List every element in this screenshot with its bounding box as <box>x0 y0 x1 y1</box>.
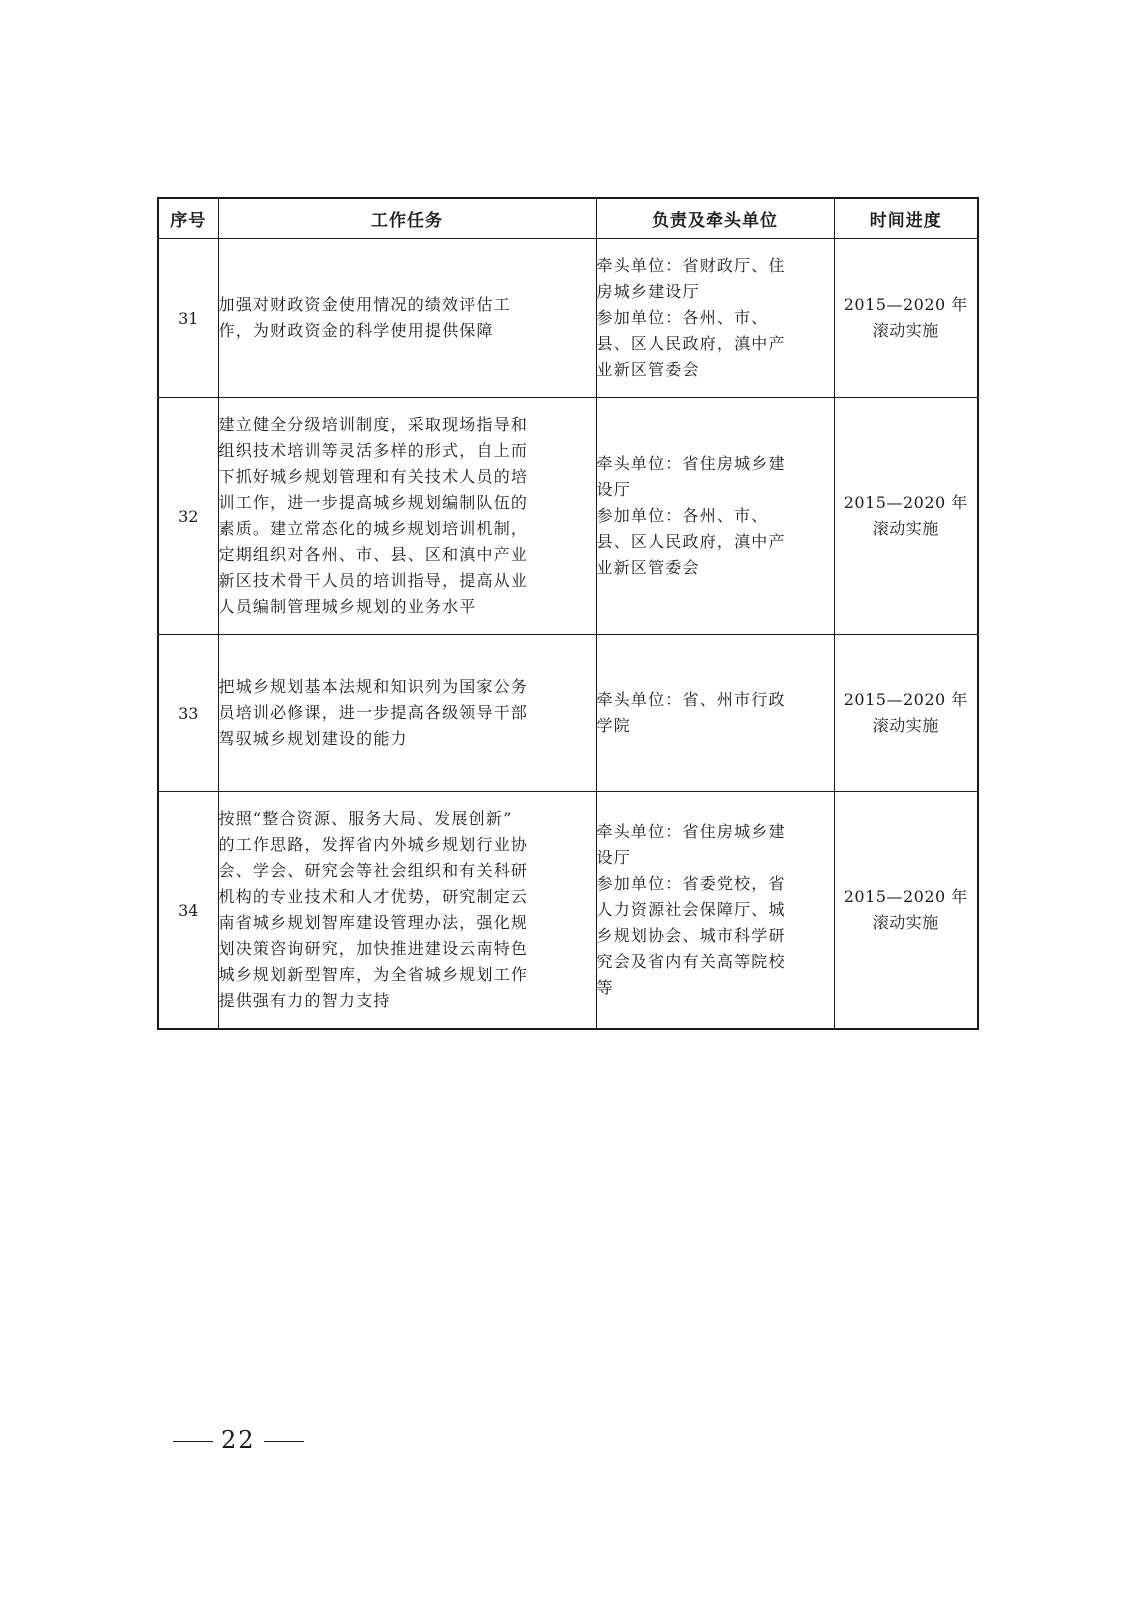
task-line: 作，为财政资金的科学使用提供保障 <box>218 321 494 340</box>
unit-line: 学院 <box>596 716 631 735</box>
unit-line: 县、区人民政府，滇中产 <box>596 334 786 353</box>
unit-line: 参加单位：各州、市、 <box>596 308 769 327</box>
unit-line: 牵头单位：省、州市行政 <box>596 690 786 709</box>
schedule-years: 2015—2020 年 <box>843 493 968 512</box>
task-line: 南省城乡规划智库建设管理办法，强化规 <box>218 913 529 932</box>
schedule-cell <box>834 635 978 792</box>
unit-line: 等 <box>596 978 614 997</box>
schedule-cell <box>834 239 978 398</box>
unit-line: 设厅 <box>596 480 631 499</box>
unit-line: 参加单位：省委党校，省 <box>596 874 786 893</box>
table-row <box>158 398 978 635</box>
task-line: 加强对财政资金使用情况的绩效评估工 <box>218 295 511 314</box>
schedule-cell <box>834 398 978 635</box>
row-number: 31 <box>158 239 218 398</box>
task-cell <box>218 635 596 792</box>
task-line: 驾驭城乡规划建设的能力 <box>218 729 408 748</box>
table-header-row <box>158 198 978 239</box>
page-footer <box>165 1426 312 1454</box>
footer-dash-left <box>173 1441 213 1443</box>
header-responsible-unit: 负责及牵头单位 <box>596 198 834 239</box>
task-line: 会、学会、研究会等社会组织和有关科研 <box>218 861 529 880</box>
task-line: 建立健全分级培训制度，采取现场指导和 <box>218 415 529 434</box>
schedule-mode: 滚动实施 <box>872 321 939 340</box>
schedule-years: 2015—2020 年 <box>843 887 968 906</box>
unit-line: 人力资源社会保障厅、城 <box>596 900 786 919</box>
unit-line: 参加单位：各州、市、 <box>596 506 769 525</box>
unit-cell <box>596 792 834 1030</box>
unit-line: 业新区管委会 <box>596 558 700 577</box>
unit-line: 乡规划协会、城市科学研 <box>596 926 786 945</box>
task-cell <box>218 792 596 1030</box>
schedule-mode: 滚动实施 <box>872 913 939 932</box>
task-line: 划决策咨询研究，加快推进建设云南特色 <box>218 939 529 958</box>
header-number: 序号 <box>158 198 218 239</box>
unit-line: 牵头单位：省住房城乡建 <box>596 822 786 841</box>
task-line: 城乡规划新型智库，为全省城乡规划工作 <box>218 965 529 984</box>
schedule-mode: 滚动实施 <box>872 716 939 735</box>
unit-line: 业新区管委会 <box>596 360 700 379</box>
header-schedule: 时间进度 <box>834 198 978 239</box>
unit-line: 设厅 <box>596 848 631 867</box>
task-line: 人员编制管理城乡规划的业务水平 <box>218 597 477 616</box>
task-line: 按照“整合资源、服务大局、发展创新” <box>218 809 513 828</box>
task-line: 定期组织对各州、市、县、区和滇中产业 <box>218 545 529 564</box>
unit-line: 房城乡建设厅 <box>596 282 700 301</box>
header-task: 工作任务 <box>218 198 596 239</box>
task-line: 员培训必修课，进一步提高各级领导干部 <box>218 703 529 722</box>
unit-line: 牵头单位：省财政厅、住 <box>596 256 786 275</box>
task-line: 机构的专业技术和人才优势，研究制定云 <box>218 887 529 906</box>
table-row <box>158 792 978 1030</box>
unit-cell <box>596 635 834 792</box>
task-table <box>157 197 979 1030</box>
schedule-cell <box>834 792 978 1030</box>
task-line: 下抓好城乡规划管理和有关技术人员的培 <box>218 467 529 486</box>
unit-cell <box>596 239 834 398</box>
schedule-mode: 滚动实施 <box>872 519 939 538</box>
task-cell <box>218 398 596 635</box>
task-line: 组织技术培训等灵活多样的形式，自上而 <box>218 441 529 460</box>
task-cell <box>218 239 596 398</box>
row-number: 33 <box>158 635 218 792</box>
unit-line: 县、区人民政府，滇中产 <box>596 532 786 551</box>
task-line: 提供强有力的智力支持 <box>218 991 391 1010</box>
row-number: 34 <box>158 792 218 1030</box>
task-line: 把城乡规划基本法规和知识列为国家公务 <box>218 677 529 696</box>
task-line: 素质。建立常态化的城乡规划培训机制， <box>218 519 529 538</box>
unit-line: 究会及省内有关高等院校 <box>596 952 786 971</box>
task-line: 的工作思路，发挥省内外城乡规划行业协 <box>218 835 529 854</box>
page-number: 22 <box>221 1426 256 1454</box>
table-row <box>158 239 978 398</box>
schedule-years: 2015—2020 年 <box>843 295 968 314</box>
unit-line: 牵头单位：省住房城乡建 <box>596 454 786 473</box>
task-line: 训工作，进一步提高城乡规划编制队伍的 <box>218 493 529 512</box>
schedule-years: 2015—2020 年 <box>843 690 968 709</box>
table-row <box>158 635 978 792</box>
unit-cell <box>596 398 834 635</box>
footer-dash-right <box>264 1441 304 1443</box>
row-number: 32 <box>158 398 218 635</box>
task-line: 新区技术骨干人员的培训指导，提高从业 <box>218 571 529 590</box>
